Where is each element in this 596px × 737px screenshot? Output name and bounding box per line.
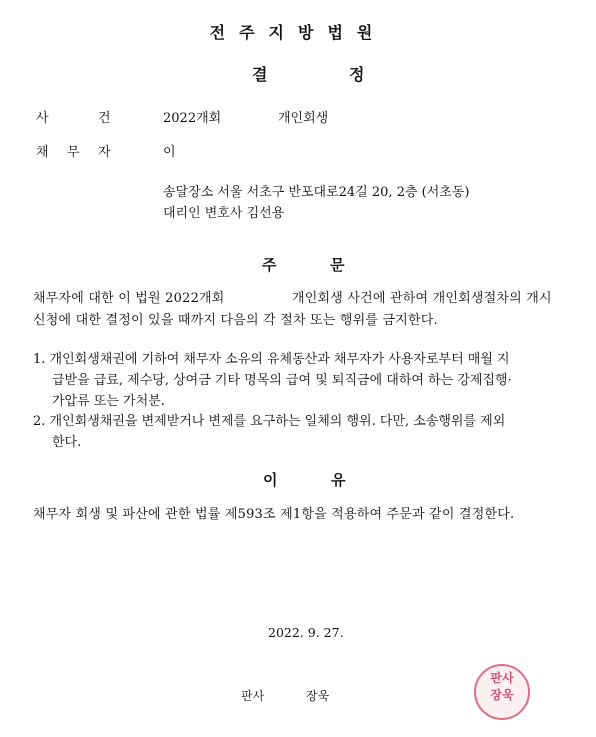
- seal-text-top: 판사: [490, 671, 514, 685]
- debtor-label-1: 채: [36, 145, 49, 160]
- case-number: 2022개회: [163, 111, 222, 126]
- decision-date: 2022. 9. 27.: [268, 625, 344, 640]
- reason-heading-part2: 유: [331, 471, 346, 489]
- order-intro-line2: 신청에 대한 결정이 있을 때까지 다음의 각 절차 또는 행위를 금지한다.: [33, 313, 438, 328]
- order-intro-line1a: 채무자에 대한 이 법원 2022개회: [33, 291, 225, 306]
- document-title-part2: 정: [349, 65, 365, 84]
- reason-heading-part1: 이: [263, 471, 278, 489]
- court-name: 전주지방법원: [209, 23, 387, 42]
- order-intro-line1b: 개인회생 사건에 관하여 개인회생절차의 개시: [292, 291, 552, 306]
- case-type: 개인회생: [278, 111, 329, 126]
- order-heading-part2: 문: [330, 256, 345, 274]
- judge-title: 판사: [241, 689, 265, 703]
- order-item-1-line3: 가압류 또는 가처분.: [52, 394, 165, 409]
- case-label-1: 사: [36, 111, 49, 126]
- judge-seal: [474, 664, 530, 720]
- order-item-1-line2: 급받을 급료, 제수당, 상여금 기타 명목의 급여 및 퇴직금에 대하여 하는 강제집행·: [52, 373, 512, 388]
- order-item-2-line2: 한다.: [52, 435, 82, 450]
- document-title-part1: 결: [252, 65, 268, 84]
- debtor-label-3: 자: [98, 145, 111, 160]
- order-item-1-line1: 1. 개인회생채권에 기하여 채무자 소유의 유체동산과 채무자가 사용자로부터 매월 지: [33, 352, 510, 367]
- order-item-2-line1: 2. 개인회생채권을 변제받거나 변제를 요구하는 일체의 행위. 다만, 소송행위를 제외: [33, 414, 506, 429]
- debtor-name: 이: [163, 145, 176, 160]
- order-heading-part1: 주: [262, 256, 277, 274]
- debtor-label-2: 무: [67, 145, 80, 160]
- seal-text-bottom: 장욱: [490, 688, 514, 702]
- case-label-2: 건: [98, 111, 111, 126]
- reason-text: 채무자 회생 및 파산에 관한 법률 제593조 제1항을 적용하여 주문과 같이 결정한다.: [33, 507, 515, 522]
- representative: 대리인 변호사 김선용: [163, 206, 285, 221]
- judge-name: 장욱: [306, 689, 330, 703]
- service-address: 송달장소 서울 서초구 반포대로24길 20, 2층 (서초동): [163, 185, 470, 200]
